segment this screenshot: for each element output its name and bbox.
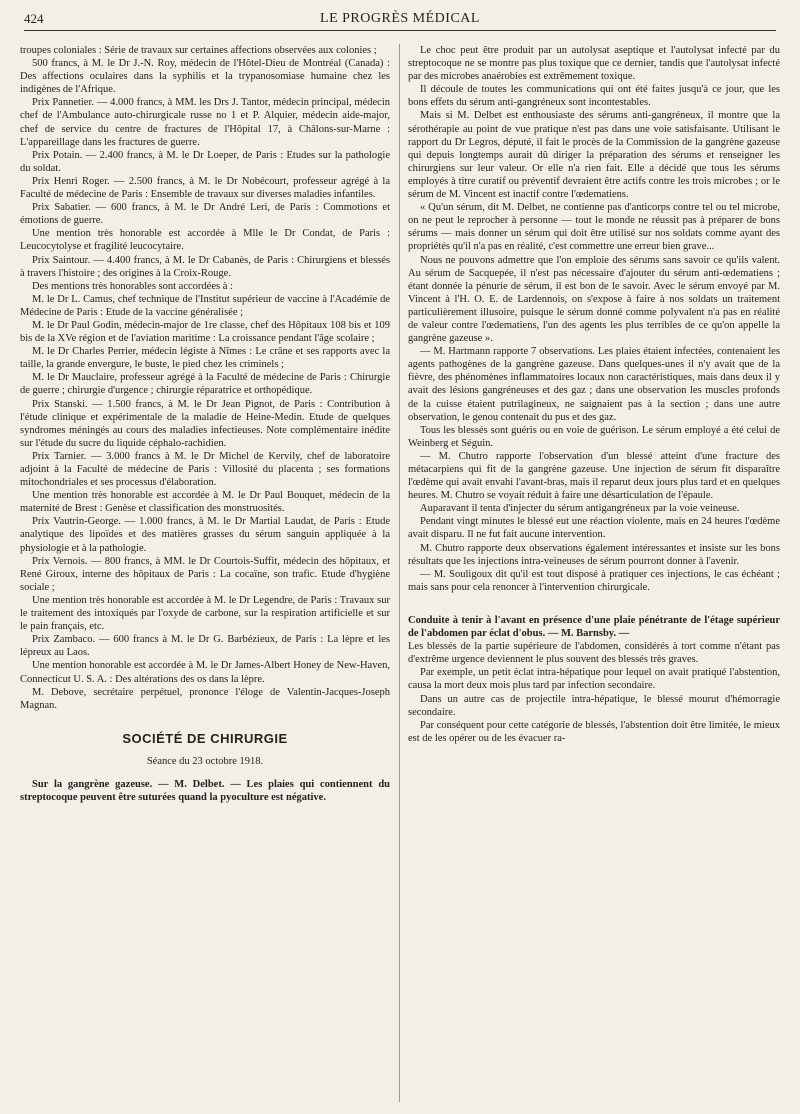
- left-column: [20, 44, 390, 1104]
- paragraph: Pendant vingt minutes le blessé eut une réaction violente, mais en 24 heures l'œdème avait disparu. Il ne fut fait aucune intervention.: [408, 516, 780, 541]
- paragraph: — M. Hartmann rapporte 7 observations. Les plaies étaient infectées, contenaient les agents pathogènes de la gangrène gazeuse. Dans quelques-unes il n'y avait que de la fièvre, des phénomènes inflammatoires locaux non caractéristiques, mais dans deux il y avait des lésions gangréneuses et des gaz ; dans une observation les muscles profonds de la cuisse étaient putrilagineux, ne saignaient pas à la section ; dans une autre observation, le genou contenait du pus et des gaz.: [408, 346, 780, 423]
- paragraph: Les blessés de la partie supérieure de l'abdomen, considérés à tort comme n'étant pas d'extrême urgence deviennent le plus souvent des blessés très graves.: [408, 641, 780, 666]
- paragraph: Prix Vautrin-George. — 1.000 francs, à M. le Dr Martial Laudat, de Paris : Etude analytique des lipoïdes et des matières grasses du sérum sanguin appliquée à la physiologie et à la pathologie.: [20, 516, 390, 554]
- paragraph: Dans un autre cas de projectile intra-hépatique, le blessé mourut d'hémorragie secondaire.: [408, 693, 780, 718]
- paragraph: Prix Tarnier. — 3.000 francs à M. le Dr Michel de Kervily, chef de laboratoire adjoint à la Faculté de médecine de Paris : Villosité du placenta ; ses formations mitochondriales et ses processus d'élaboration.: [20, 450, 390, 489]
- paragraph: Tous les blessés sont guéris ou en voie de guérison. Le sérum employé a été celui de Weinberg et Séguin.: [408, 424, 780, 449]
- plaie-title: Conduite à tenir à l'avant en présence d'une plaie pénétrante de l'étage supérieur de l'abdomen par éclat d'obus. — M. Barnsby. —: [408, 614, 780, 640]
- paragraph: M. le Dr L. Camus, chef technique de l'Institut supérieur de vaccine à l'Académie de Médecine de Paris : Etude de la vaccine généralisée ;: [20, 293, 390, 318]
- paragraph: Il découle de toutes les communications qui ont été faites jusqu'à ce jour, que les bons effets du sérum anti-gangréneux sont incontestables.: [408, 84, 780, 109]
- paragraph: Une mention honorable est accordée à M. le Dr James-Albert Honey de New-Haven, Connecticut U. S. A. : Des altérations des os dans la lèpre.: [20, 660, 390, 685]
- page-number: 424: [24, 11, 44, 26]
- paragraph: Prix Pannetier. — 4.000 francs, à MM. les Drs J. Tantor, médecin principal, médecin chef de l'Ambulance auto-chirurgicale russe no 1 et P. Alquier, médecin aide-major, chef de service du centre de fractures de l'Hôpital 17, à Châlons-sur-Marne : L'appareillage dans les fractures de guerre.: [20, 97, 390, 148]
- paragraph: « Qu'un sérum, dit M. Delbet, ne contienne pas d'anticorps contre tel ou tel microbe, on ne peut le reprocher à personne — tout le monde ne réussit pas à préparer de bons sérums — mais donner un sérum qui doit être utilisé sur nos soldats comme ayant des propriétés qu'il n'a pas en réalité, c'est commettre une erreur bien grave...: [408, 202, 780, 253]
- paragraph: troupes coloniales : Série de travaux sur certaines affections observées aux colonies ;: [20, 45, 377, 56]
- paragraph: Prix Henri Roger. — 2.500 francs, à M. le Dr Nobécourt, professeur agrégé à la Faculté de médecine de Paris : Ensemble de travaux sur diverses maladies infantiles.: [20, 175, 390, 201]
- paragraph: Une mention très honorable est accordée à M. le Dr Paul Bouquet, médecin de la maternité de Brest : Genèse et classification des monstruosités.: [20, 490, 390, 515]
- paragraph: Prix Saintour. — 4.400 francs, à M. le Dr Cabanès, de Paris : Chirurgiens et blessés à travers l'histoire ; des origines à la Croix-Rouge.: [20, 254, 390, 279]
- right-column: [408, 44, 780, 1104]
- paragraph: Prix Vernois. — 800 francs, à MM. le Dr Courtois-Suffit, médecin des hôpitaux, et René Giroux, interne des hôpitaux de Paris : La cocaïne, son trafic. Etude d'hygiène sociale ;: [20, 555, 390, 593]
- page-header: [24, 8, 776, 31]
- paragraph: Des mentions très honorables sont accordées à :: [32, 280, 233, 292]
- paragraph: Par exemple, un petit éclat intra-hépatique pour lequel on avait pratiqué l'abstention, causa la mort deux mois plus tard par infection secondaire.: [408, 667, 780, 692]
- paragraph: Par conséquent pour cette catégorie de blessés, l'abstention doit être limitée, le mieux est de les opérer ou de les évacuer ra-: [408, 719, 780, 744]
- paragraph: M. le Dr Mauclaire, professeur agrégé à la Faculté de médecine de Paris : Chirurgie de guerre ; chirurgie d'urgence ; chirurgie réparatrice et orthopédique.: [20, 372, 390, 397]
- section-title: SOCIÉTÉ DE CHIRURGIE: [122, 730, 288, 746]
- paragraph: — M. Chutro rapporte l'observation d'un blessé atteint d'une fracture des métacarpiens qui fit de la gangrène gazeuse. Une injection de sérum fit disparaître l'œdème qui avait envahi l'avant-bras, mais il reparut deux jours plus tard et en quelques heures. M. Chutro se voyait réduit à faire une désarticulation de l'épaule.: [408, 450, 780, 502]
- journal-title: LE PROGRÈS MÉDICAL: [320, 11, 480, 26]
- paragraph: Nous ne pouvons admettre que l'on emploie des sérums sans savoir ce qu'ils valent. Au sérum de Sacquepée, il n'est pas nécessaire d'ajouter du sérum anti-œdematiens ; étant donnée la pénurie de sérum, il est bon de le savoir. Avec le sérum envoyé par M. Vincent à l'H. O. E. de Lardennois, on s'expose à faire à nos soldats un traitement particulièrement illusoire, puisque le sérum donné comme polyvalent n'a pas en réalité de valeur contre l'œdematiens, l'un des agents les plus terribles de ce qu'on appelle la gangrène gazeuse ».: [408, 254, 780, 345]
- spacer: [408, 594, 780, 614]
- paragraph: Une mention très honorable est accordée à M. le Dr Legendre, de Paris : Travaux sur le traitement des intoxiqués par l'oxyde de carbone, sur la respiration artificielle et sur le pain français, etc.: [20, 594, 390, 633]
- paragraph: Prix Stanski. — 1.500 francs, à M. le Dr Jean Pignot, de Paris : Contribution à l'étude clinique et expérimentale de la maladie de Heine-Medin. Etude de quelques syndromes méningés au cours des maladies infectieuses. Note complémentaire inédite sur l'étude du sucre du liquide céphalo-rachidien.: [20, 398, 390, 449]
- paragraph: Le choc peut être produit par un autolysat aseptique et l'autolysat infecté par du streptocoque ne se montre pas plus toxique que ce dernier, tandis que l'autolysat infecté par des microbes anaérobies est extrêmement toxique.: [408, 45, 780, 83]
- paragraph: Une mention très honorable est accordée à Mlle le Dr Condat, de Paris : Leucocytolyse et fragilité leucocytaire.: [20, 228, 390, 253]
- paragraph: Auparavant il tenta d'injecter du sérum antigangréneux par la voie veineuse.: [420, 503, 740, 515]
- paragraph: M. le Dr Paul Godin, médecin-major de 1re classe, chef des Hôpitaux 108 bis et 109 bis de la XVe région et de l'aviation maritime : La croissance pendant l'âge scolaire ;: [20, 319, 390, 345]
- paragraph: Prix Potain. — 2.400 francs, à M. le Dr Loeper, de Paris : Etudes sur la pathologie du soldat.: [20, 149, 390, 174]
- paragraph: Prix Sabatier. — 600 francs, à M. le Dr André Leri, de Paris : Commotions et émotions de guerre.: [20, 202, 390, 227]
- paragraph: Prix Zambaco. — 600 francs à M. le Dr G. Barbézieux, de Paris : La lèpre et les lépreux au Laos.: [20, 634, 390, 659]
- paragraph: M. Chutro rapporte deux observations également intéressantes et insiste sur les bons résultats que les injections intra-veineuses de sérum pourront donner à l'avenir.: [408, 542, 780, 567]
- paragraph: — M. Souligoux dit qu'il est tout disposé à pratiquer ces injections, le cas échéant ; mais sans pour cela renoncer à l'intervention chirurgicale.: [408, 568, 780, 593]
- gangrene-intro: Sur la gangrène gazeuse. — M. Delbet. — Les plaies qui contiennent du streptocoque peuvent être suturées quand la pyoculture est négative.: [20, 778, 390, 804]
- column-divider: [399, 44, 400, 1102]
- paragraph: M. Debove, secrétaire perpétuel, prononce l'éloge de Valentin-Jacques-Joseph Magnan.: [20, 686, 390, 711]
- paragraph: M. le Dr Charles Perrier, médecin légiste à Nîmes : Le crâne et ses rapports avec la taille, la grande envergure, le buste, le pied chez les criminels ;: [20, 346, 390, 371]
- paragraph: 500 francs, à M. le Dr J.-N. Roy, médecin de l'Hôtel-Dieu de Montréal (Canada) : Des affections oculaires dans la syphilis et la trypanosomiase humaine chez les indigènes de l'Afrique.: [20, 58, 390, 96]
- paragraph: Mais si M. Delbet est enthousiaste des sérums anti-gangréneux, il montre que la sérothérapie au point de vue pratique n'est pas dans une voie satisfaisante. Utilisant le rapport du Dr Legros, député, il fait le procès de la Commission de la gangrène gazeuse qui depuis longtemps aurait dû diriger la préparation des sérums et renseigner les chirurgiens sur leur valeur. Or elle n'a rien fait. Elle a décidé que tous les sérums employés à titre curatif ou préventif devraient être actifs contre les trois microbes ; or le sérum de M. Vincent est inactif contre l'œdematiens.: [408, 110, 780, 201]
- seance-date: Séance du 23 octobre 1918.: [146, 755, 264, 767]
